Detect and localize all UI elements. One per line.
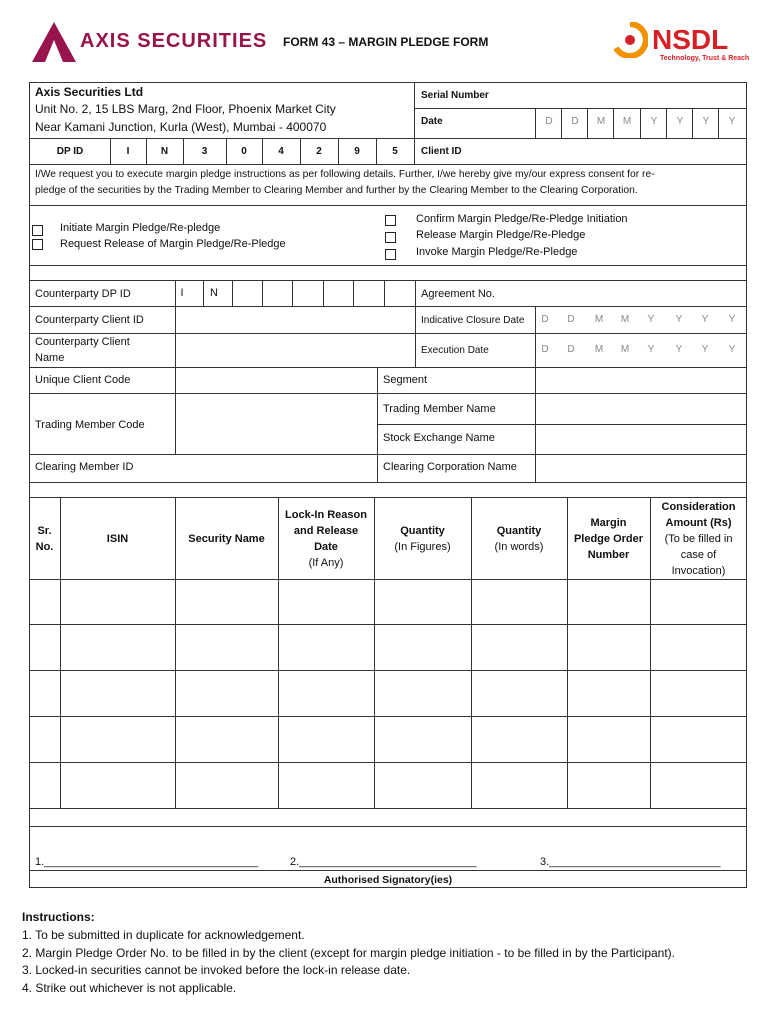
dp-id-char: 5 bbox=[392, 146, 398, 157]
date-char: Y bbox=[728, 344, 736, 355]
counterparty-dp-char: N bbox=[210, 287, 218, 299]
initiate-pledge-checkbox[interactable] bbox=[32, 225, 43, 236]
signature-line-2[interactable]: 2._____________________________ bbox=[290, 856, 477, 868]
table-row[interactable] bbox=[30, 671, 746, 716]
date-char: Y bbox=[728, 116, 736, 127]
counterparty-client-name-field[interactable] bbox=[177, 335, 413, 366]
dp-id-label: DP ID bbox=[56, 146, 84, 157]
option-label: Request Release of Margin Pledge/Re-Pledge bbox=[60, 238, 286, 250]
counterparty-dp-char: I bbox=[180, 287, 184, 299]
nsdl-logo bbox=[612, 22, 752, 66]
request-text-line-1: I/We request you to execute margin pledge instructions as per following details. Further, I/we hereby give my/our express consent for re- bbox=[35, 169, 655, 180]
company-address-2: Near Kamani Junction, Kurla (West), Mumbai - 400070 bbox=[35, 120, 327, 134]
counterparty-client-id-field[interactable] bbox=[177, 308, 413, 332]
trading-member-name-field[interactable] bbox=[537, 395, 745, 423]
nsdl-logo-icon bbox=[612, 22, 648, 58]
header-isin: ISIN bbox=[106, 533, 129, 545]
header-qty-figures: Quantity (In Figures) bbox=[394, 525, 451, 553]
table-row[interactable] bbox=[30, 717, 746, 762]
trading-member-name-label: Trading Member Name bbox=[383, 403, 496, 415]
authorised-signatory-label: Authorised Signatory(ies) bbox=[323, 874, 453, 886]
form-title: FORM 43 – MARGIN PLEDGE FORM bbox=[283, 35, 489, 49]
counterparty-dp-id-label: Counterparty DP ID bbox=[35, 288, 131, 300]
date-char: Y bbox=[675, 344, 683, 355]
date-char: Y bbox=[728, 314, 736, 325]
serial-number-field[interactable] bbox=[500, 84, 745, 106]
header-consideration: Consideration Amount (Rs) (To be filled in case of Invocation) bbox=[661, 501, 736, 577]
clearing-corporation-name-label: Clearing Corporation Name bbox=[383, 461, 517, 473]
date-char: M bbox=[594, 344, 604, 355]
clearing-member-id-field[interactable] bbox=[177, 456, 375, 480]
date-char: Y bbox=[701, 314, 709, 325]
date-label: Date bbox=[421, 116, 443, 127]
counterparty-client-name-label-1: Counterparty Client bbox=[35, 336, 130, 348]
option-label: Confirm Margin Pledge/Re-Pledge Initiation bbox=[416, 213, 628, 225]
date-char: M bbox=[596, 116, 606, 127]
header-qty-words: Quantity (In words) bbox=[494, 525, 544, 553]
date-char: D bbox=[571, 116, 579, 127]
dp-id-char: 0 bbox=[241, 146, 247, 157]
stock-exchange-name-label: Stock Exchange Name bbox=[383, 432, 495, 444]
date-char: D bbox=[541, 344, 549, 355]
axis-logo-icon bbox=[30, 20, 78, 64]
option-label: Invoke Margin Pledge/Re-Pledge bbox=[416, 246, 578, 258]
dp-id-char: 4 bbox=[278, 146, 284, 157]
table-row[interactable] bbox=[30, 580, 746, 624]
date-char: D bbox=[567, 314, 575, 325]
option-label: Initiate Margin Pledge/Re-pledge bbox=[60, 222, 221, 234]
stock-exchange-name-field[interactable] bbox=[537, 426, 745, 453]
header-sr-no: Sr. No. bbox=[35, 525, 54, 553]
client-id-field[interactable] bbox=[500, 140, 745, 162]
counterparty-client-id-label: Counterparty Client ID bbox=[35, 314, 144, 326]
date-char: D bbox=[567, 344, 575, 355]
date-char: D bbox=[541, 314, 549, 325]
date-char: Y bbox=[647, 314, 655, 325]
dp-id-char: N bbox=[160, 146, 169, 157]
header-security-name: Security Name bbox=[188, 533, 265, 545]
agreement-no-field[interactable] bbox=[505, 282, 745, 304]
header-lockin: Lock-In Reason and Release Date (If Any) bbox=[285, 509, 367, 569]
date-char: Y bbox=[675, 314, 683, 325]
date-char: M bbox=[622, 116, 632, 127]
segment-label: Segment bbox=[383, 374, 428, 386]
trading-member-code-label: Trading Member Code bbox=[35, 419, 145, 431]
company-name: Axis Securities Ltd bbox=[35, 85, 144, 99]
nsdl-logo-text: NSDL bbox=[652, 24, 729, 55]
date-char: Y bbox=[650, 116, 658, 127]
clearing-member-id-label: Clearing Member ID bbox=[35, 461, 134, 473]
dp-id-char: 3 bbox=[201, 146, 208, 157]
date-char: M bbox=[620, 344, 630, 355]
confirm-initiation-checkbox[interactable] bbox=[385, 215, 396, 226]
indicative-closure-date-field[interactable] bbox=[535, 307, 747, 333]
invoke-pledge-checkbox[interactable] bbox=[385, 249, 396, 260]
signature-line-3[interactable]: 3.____________________________ bbox=[540, 856, 721, 868]
company-address-1: Unit No. 2, 15 LBS Marg, 2nd Floor, Phoenix Market City bbox=[35, 102, 336, 116]
nsdl-tagline: Technology, Trust & Reach bbox=[660, 55, 750, 62]
indicative-closure-date-label: Indicative Closure Date bbox=[421, 315, 525, 326]
option-label: Release Margin Pledge/Re-Pledge bbox=[416, 229, 586, 241]
unique-client-code-field[interactable] bbox=[177, 369, 375, 392]
trading-member-code-field[interactable] bbox=[177, 395, 375, 452]
segment-field[interactable] bbox=[537, 369, 745, 392]
serial-number-label: Serial Number bbox=[421, 90, 489, 101]
clearing-corporation-name-field[interactable] bbox=[537, 456, 745, 480]
dp-id-char: I bbox=[126, 146, 130, 157]
dp-id-char: 9 bbox=[354, 146, 360, 157]
counterparty-client-name-label-2: Name bbox=[35, 352, 65, 364]
date-char: Y bbox=[701, 344, 709, 355]
execution-date-label: Execution Date bbox=[421, 345, 489, 356]
table-row[interactable] bbox=[30, 763, 746, 808]
instruction-item: 3. Locked-in securities cannot be invoked before the lock-in release date. bbox=[22, 963, 411, 977]
date-char: Y bbox=[676, 116, 684, 127]
release-pledge-checkbox[interactable] bbox=[385, 232, 396, 243]
execution-date-field[interactable] bbox=[535, 334, 747, 367]
table-row[interactable] bbox=[30, 625, 746, 670]
date-char: M bbox=[594, 314, 604, 325]
request-text-line-2: pledge of the securities by the Trading Member to Clearing Member and further by the Clearing Member to the Clearing Corporation. bbox=[35, 185, 638, 196]
instruction-item: 2. Margin Pledge Order No. to be filled in by the client (except for margin pledge initiation - to be filled in by the Participant). bbox=[22, 946, 676, 960]
date-char: Y bbox=[702, 116, 710, 127]
agreement-no-label: Agreement No. bbox=[421, 288, 495, 300]
instructions-title: Instructions: bbox=[22, 910, 95, 924]
axis-logo bbox=[30, 20, 268, 64]
instruction-item: 1. To be submitted in duplicate for acknowledgement. bbox=[22, 928, 305, 942]
axis-logo-text: AXIS SECURITIES bbox=[80, 30, 268, 52]
dp-id-char: 2 bbox=[316, 146, 322, 157]
header-order-no: Margin Pledge Order Number bbox=[573, 517, 644, 561]
date-char: M bbox=[620, 314, 630, 325]
client-id-label: Client ID bbox=[421, 146, 462, 157]
date-char: Y bbox=[647, 344, 655, 355]
instruction-item: 4. Strike out whichever is not applicable. bbox=[22, 981, 237, 995]
signature-line-1[interactable]: 1.___________________________________ bbox=[35, 856, 259, 868]
unique-client-code-label: Unique Client Code bbox=[35, 374, 131, 386]
request-release-checkbox[interactable] bbox=[32, 239, 43, 250]
date-field[interactable] bbox=[535, 109, 747, 138]
date-char: D bbox=[545, 116, 553, 127]
